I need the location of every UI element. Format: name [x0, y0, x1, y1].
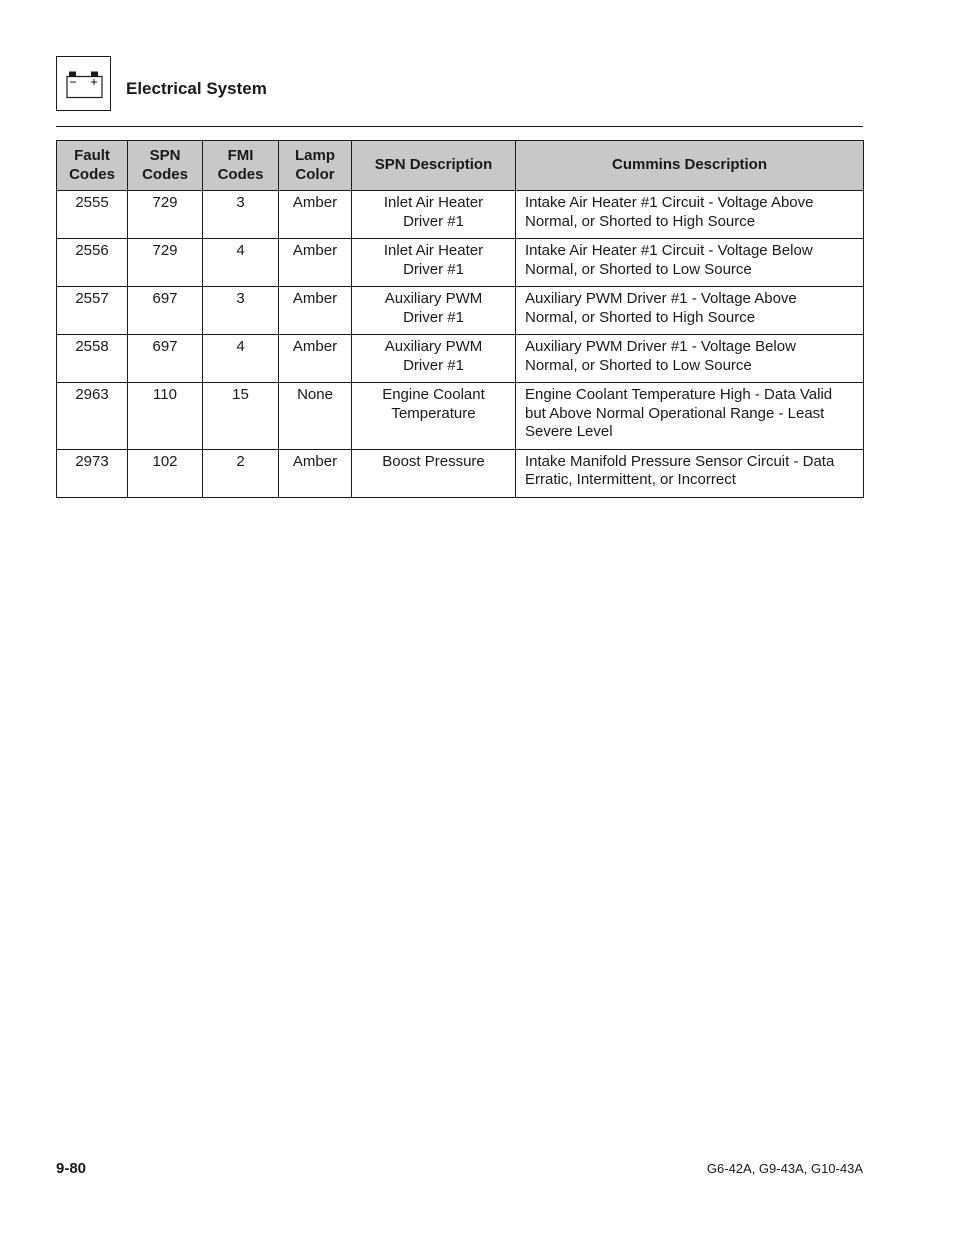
header-text: Fault	[74, 147, 110, 164]
fmi-code-cell: 15	[203, 383, 279, 450]
header-text: Codes	[217, 165, 264, 183]
spn-description-cell	[352, 335, 516, 383]
cell-text-line: Driver #1	[403, 212, 464, 230]
lamp-color-cell: Amber	[279, 287, 352, 335]
lamp-color-cell: Amber	[279, 191, 352, 239]
table-row	[57, 383, 864, 450]
header-divider	[56, 126, 863, 127]
cell-text-line: Driver #1	[403, 260, 464, 278]
cell-text-line: Auxiliary PWM	[384, 338, 483, 355]
fmi-code-cell: 2	[203, 449, 279, 497]
spn-description-cell	[352, 383, 516, 450]
fault-code-cell: 2555	[57, 191, 128, 239]
lamp-color-cell: Amber	[279, 239, 352, 287]
spn-description-cell	[352, 449, 516, 497]
cummins-description-cell	[516, 383, 864, 450]
cummins-description-cell	[516, 287, 864, 335]
cell-text-line: but Above Normal Operational Range - Least	[525, 404, 825, 422]
spn-description-header	[352, 141, 516, 191]
model-numbers: G6-42A, G9-43A, G10-43A	[706, 1161, 863, 1176]
page-number: 9-80	[56, 1160, 87, 1177]
header-text: Color	[295, 165, 335, 183]
table-row	[57, 191, 864, 239]
spn-code-cell: 110	[128, 383, 203, 450]
header-text: Lamp	[294, 147, 335, 164]
cell-text-line: Normal, or Shorted to High Source	[525, 212, 756, 230]
cell-text-line: Auxiliary PWM Driver #1 - Voltage Below	[525, 338, 796, 355]
cell-text-line: Engine Coolant Temperature High - Data Valid	[525, 386, 833, 403]
cummins-description-cell	[516, 239, 864, 287]
spn-description-cell	[352, 239, 516, 287]
cell-text-line: Intake Air Heater #1 Circuit - Voltage Below	[525, 242, 813, 259]
spn-description-cell	[352, 191, 516, 239]
header-text: Cummins Description	[611, 156, 768, 174]
cell-text-line: Engine Coolant	[382, 386, 485, 403]
spn-code-cell: 697	[128, 287, 203, 335]
cell-text-line: Inlet Air Heater	[383, 242, 484, 259]
fault-code-cell: 2556	[57, 239, 128, 287]
fmi-code-cell: 4	[203, 239, 279, 287]
cell-text-line: Driver #1	[403, 308, 464, 326]
section-icon-box	[56, 56, 111, 111]
cell-text-line: Normal, or Shorted to High Source	[525, 308, 756, 326]
lamp-color-cell: Amber	[279, 449, 352, 497]
table-row	[57, 335, 864, 383]
spn-code-cell: 102	[128, 449, 203, 497]
header-text: FMI	[227, 147, 254, 164]
cell-text-line: Normal, or Shorted to Low Source	[525, 356, 752, 374]
fault-code-cell: 2558	[57, 335, 128, 383]
spn-codes-header	[128, 141, 203, 191]
cell-text-line: Intake Air Heater #1 Circuit - Voltage Above	[525, 194, 814, 211]
cell-text-line: Boost Pressure	[382, 452, 485, 470]
header-text: SPN	[149, 147, 181, 164]
header-text: Codes	[142, 165, 188, 183]
fmi-code-cell: 3	[203, 191, 279, 239]
table-row	[57, 287, 864, 335]
spn-code-cell: 697	[128, 335, 203, 383]
cell-text-line: Normal, or Shorted to Low Source	[525, 260, 752, 278]
header-text: Codes	[69, 165, 115, 183]
cell-text-line: Auxiliary PWM Driver #1 - Voltage Above	[525, 290, 797, 307]
cummins-description-header	[516, 141, 864, 191]
spn-description-cell	[352, 287, 516, 335]
lamp-color-cell: Amber	[279, 335, 352, 383]
fmi-code-cell: 3	[203, 287, 279, 335]
cell-text-line: Intake Manifold Pressure Sensor Circuit - Data	[525, 452, 835, 470]
fault-code-table	[56, 140, 864, 498]
cell-text-line: Temperature	[391, 404, 476, 422]
cell-text-line: Severe Level	[525, 423, 613, 440]
table-body	[57, 191, 864, 498]
cell-text-line: Erratic, Intermittent, or Incorrect	[525, 471, 736, 488]
lamp-color-cell: None	[279, 383, 352, 450]
table-header-row	[57, 141, 864, 191]
spn-code-cell: 729	[128, 239, 203, 287]
fmi-codes-header	[203, 141, 279, 191]
cell-text-line: Inlet Air Heater	[383, 194, 484, 211]
cummins-description-cell	[516, 335, 864, 383]
cell-text-line: Auxiliary PWM	[384, 290, 483, 307]
cummins-description-cell	[516, 449, 864, 497]
spn-code-cell: 729	[128, 191, 203, 239]
lamp-color-header	[279, 141, 352, 191]
cell-text-line: Driver #1	[403, 356, 464, 374]
fault-codes-header	[57, 141, 128, 191]
fault-code-cell: 2973	[57, 449, 128, 497]
table-row	[57, 239, 864, 287]
section-title: Electrical System	[126, 79, 267, 98]
cummins-description-cell	[516, 191, 864, 239]
fault-code-cell: 2557	[57, 287, 128, 335]
fmi-code-cell: 4	[203, 335, 279, 383]
header-text: SPN Description	[374, 156, 493, 174]
fault-code-cell: 2963	[57, 383, 128, 450]
battery-icon	[66, 71, 104, 99]
table-row	[57, 449, 864, 497]
